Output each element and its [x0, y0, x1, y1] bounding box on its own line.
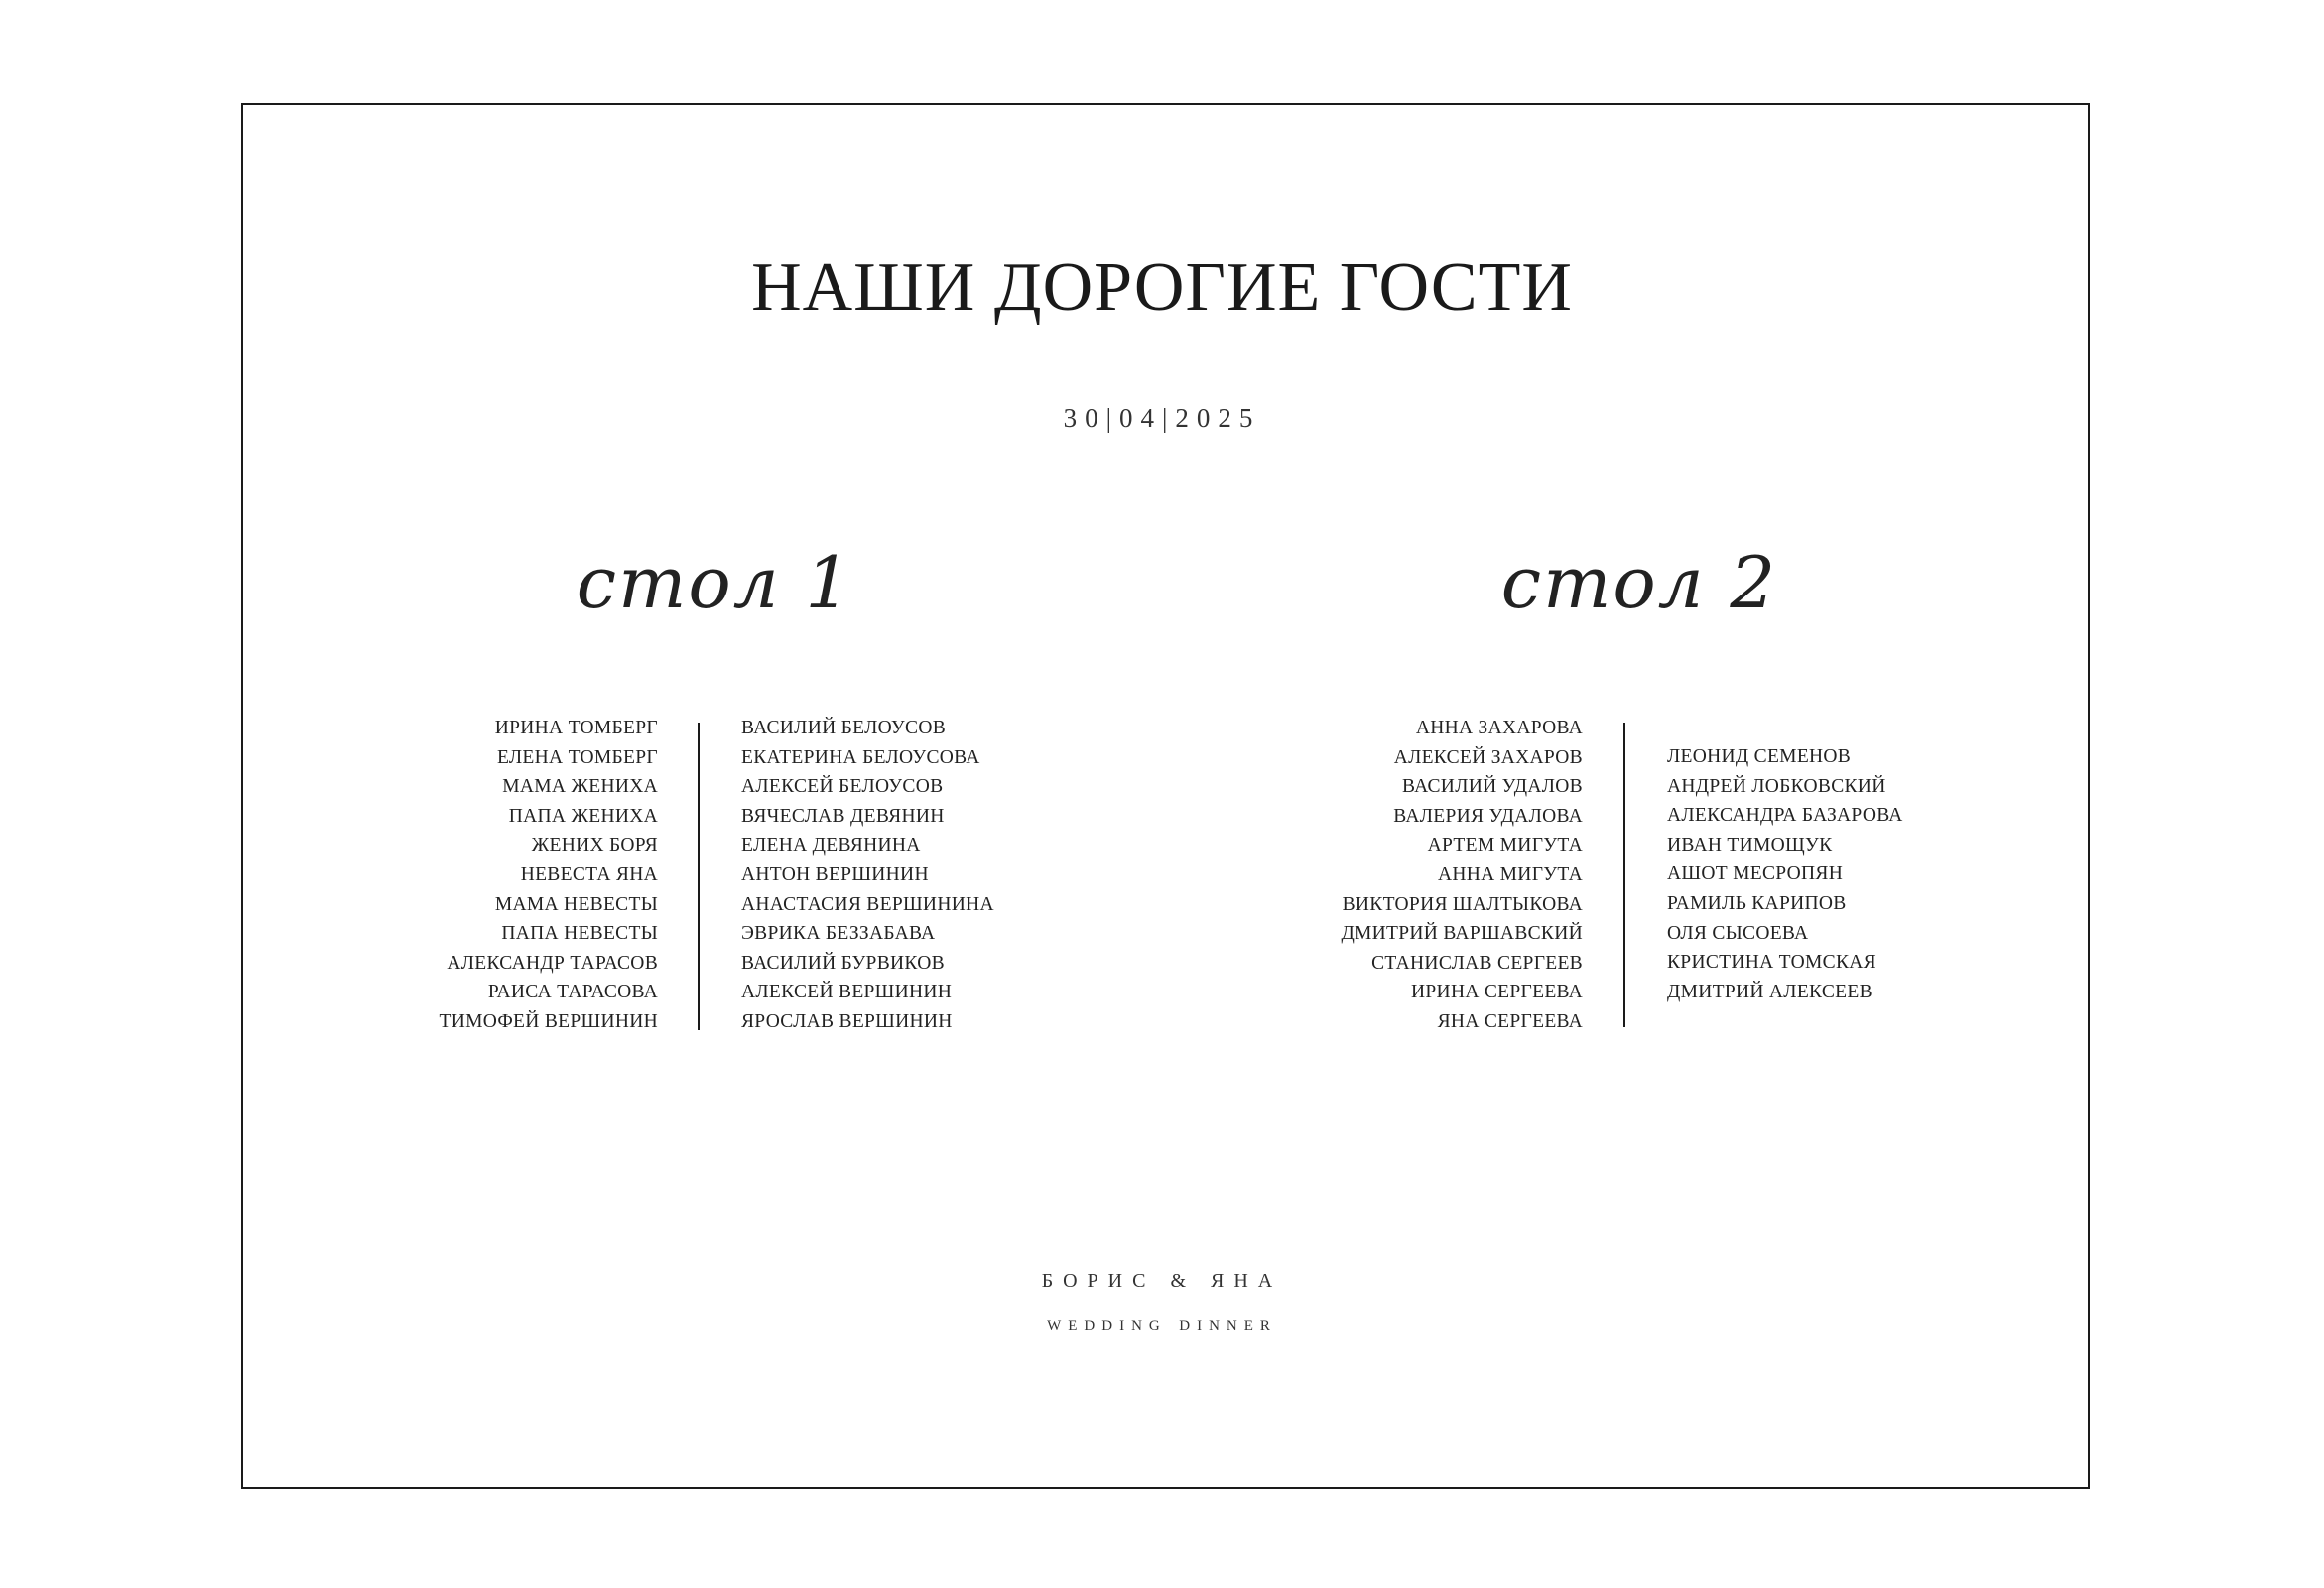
guest-name: ПАПА ЖЕНИХА [508, 805, 658, 827]
guest-name: АРТЕМ МИГУТА [1427, 835, 1583, 857]
guest-name: ВЯЧЕСЛАВ ДЕВЯНИН [741, 805, 945, 827]
guest-name: АШОТ МЕСРОПЯН [1667, 863, 1844, 885]
table-1-guest-list-right [741, 714, 994, 1037]
guest-name: ВАСИЛИЙ УДАЛОВ [1402, 776, 1583, 798]
table-1-divider [698, 723, 700, 1030]
guest-name: ЯРОСЛАВ ВЕРШИНИН [741, 1010, 953, 1032]
guest-name: ТИМОФЕЙ ВЕРШИНИН [439, 1010, 658, 1032]
guest-name: РАМИЛЬ КАРИПОВ [1667, 892, 1847, 914]
guest-name: АНТОН ВЕРШИНИН [741, 863, 929, 885]
guest-name: ЕЛЕНА ТОМБЕРГ [496, 746, 658, 768]
guest-name: АННА МИГУТА [1437, 863, 1583, 885]
couple-names: БОРИС & ЯНА [1041, 1270, 1283, 1292]
table-2-guest-list-left [1341, 714, 1583, 1037]
table-2-guest-list-right [1667, 742, 1903, 1006]
guest-name: СТАНИСЛАВ СЕРГЕЕВ [1371, 952, 1583, 974]
guest-name: ЖЕНИХ БОРЯ [531, 835, 658, 857]
guest-name: ИРИНА ТОМБЕРГ [494, 718, 658, 738]
table-2-heading: стол 2 [1500, 541, 1778, 624]
guest-name: ЕЛЕНА ДЕВЯНИНА [741, 835, 921, 857]
guest-name: ЭВРИКА БЕЗЗАБАВА [741, 923, 936, 945]
guest-name: ДМИТРИЙ АЛЕКСЕЕВ [1667, 981, 1872, 1002]
guest-name: АНДРЕЙ ЛОБКОВСКИЙ [1667, 775, 1886, 797]
guest-name: АЛЕКСАНДР ТАРАСОВ [447, 952, 658, 974]
guest-name: КРИСТИНА ТОМСКАЯ [1667, 952, 1876, 974]
table-2-divider [1623, 723, 1625, 1027]
guest-name: МАМА ЖЕНИХА [502, 776, 658, 798]
guest-name: ЛЕОНИД СЕМЕНОВ [1667, 746, 1852, 767]
guest-name: ВАЛЕРИЯ УДАЛОВА [1393, 805, 1583, 827]
guest-name: АЛЕКСАНДРА БАЗАРОВА [1667, 805, 1903, 827]
table-1-heading: стол 1 [576, 541, 853, 624]
guest-name: ВАСИЛИЙ БЕЛОУСОВ [741, 718, 947, 738]
guest-name: АЛЕКСЕЙ ЗАХАРОВ [1393, 746, 1583, 768]
guest-name: АЛЕКСЕЙ БЕЛОУСОВ [741, 776, 944, 798]
guest-name: МАМА НЕВЕСТЫ [494, 893, 658, 915]
guest-name: ЕКАТЕРИНА БЕЛОУСОВА [741, 746, 980, 768]
event-name: wedding dinner [1047, 1310, 1277, 1335]
guest-name: АНАСТАСИЯ ВЕРШИНИНА [741, 893, 994, 915]
guest-name: АЛЕКСЕЙ ВЕРШИНИН [741, 982, 953, 1003]
guest-name: ПАПА НЕВЕСТЫ [501, 923, 658, 945]
guest-name: АННА ЗАХАРОВА [1415, 718, 1583, 738]
event-date: 30|04|2025 [1063, 403, 1261, 433]
guest-name: ВИКТОРИЯ ШАЛТЫКОВА [1342, 893, 1583, 915]
guest-name: НЕВЕСТА ЯНА [520, 863, 658, 885]
guest-name: ОЛЯ СЫСОЕВА [1667, 922, 1809, 944]
table-1-guest-list-left [440, 714, 659, 1037]
guest-name: РАИСА ТАРАСОВА [487, 982, 658, 1003]
page-title: НАШИ ДОРОГИЕ ГОСТИ [751, 249, 1573, 326]
guest-name: ЯНА СЕРГЕЕВА [1437, 1010, 1583, 1032]
guest-name: ИВАН ТИМОЩУК [1667, 834, 1833, 856]
guest-name: ВАСИЛИЙ БУРВИКОВ [741, 952, 945, 974]
guest-name: ИРИНА СЕРГЕЕВА [1411, 982, 1583, 1003]
guest-name: ДМИТРИЙ ВАРШАВСКИЙ [1341, 923, 1583, 945]
